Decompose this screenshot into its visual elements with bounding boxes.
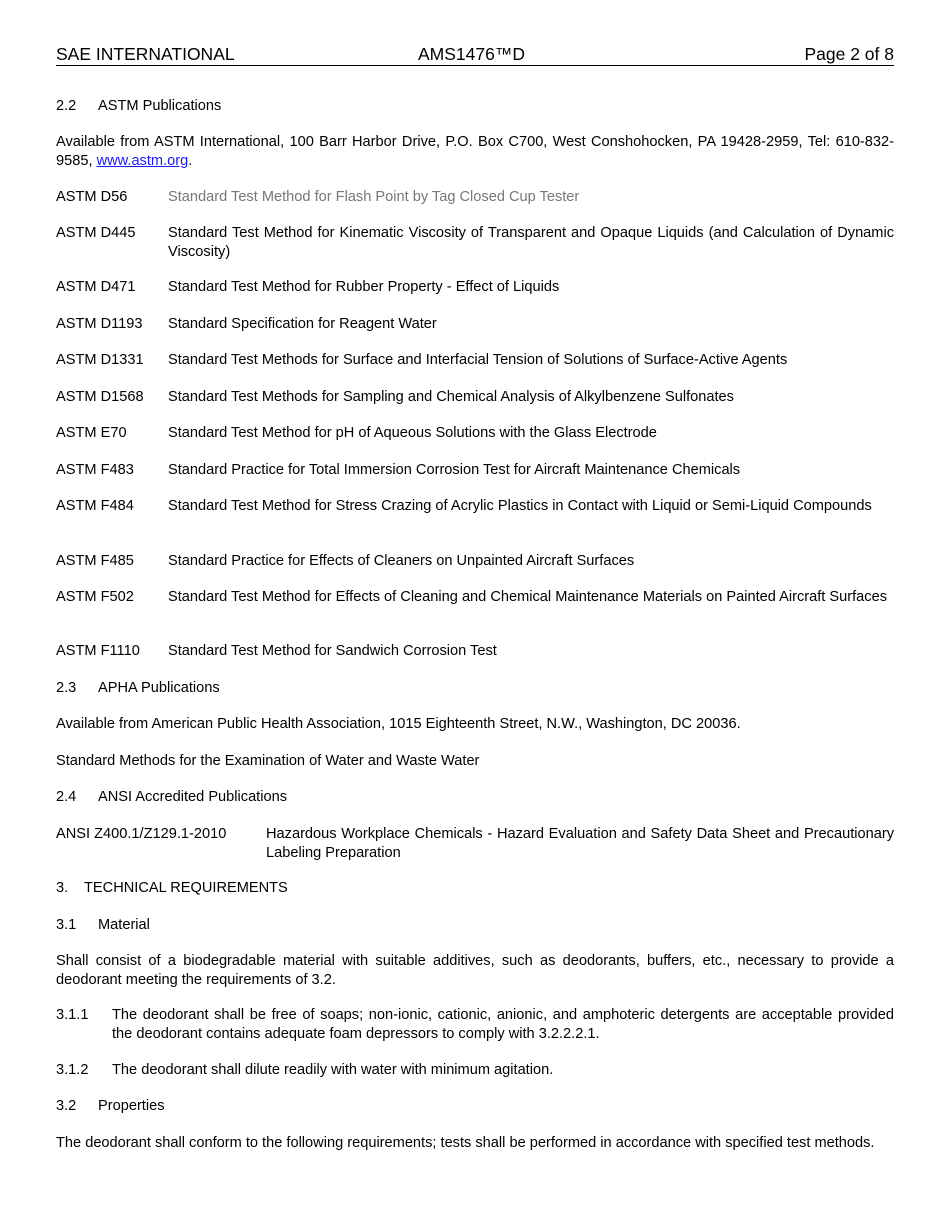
header-publisher: SAE INTERNATIONAL xyxy=(56,44,235,64)
reference-code: ASTM D471 xyxy=(56,279,136,295)
section-3-heading xyxy=(56,879,894,898)
reference-title: Standard Test Methods for Sampling and Chemical Analysis of Alkylbenzene Sulfonates xyxy=(168,389,734,405)
reference-title: Standard Specification for Reagent Water xyxy=(168,316,437,332)
astm-reference-item xyxy=(56,278,894,297)
reference-code: ASTM D445 xyxy=(56,225,136,241)
reference-title: Standard Test Method for pH of Aqueous Solutions with the Glass Electrode xyxy=(168,425,657,441)
section-2-4-heading xyxy=(56,788,894,807)
reference-title: Standard Test Method for Flash Point by Tag Closed Cup Tester xyxy=(168,189,580,205)
reference-title: Standard Test Method for Sandwich Corrosion Test xyxy=(168,643,497,659)
section-number: 2.3 xyxy=(56,680,77,696)
reference-code: ASTM F483 xyxy=(56,462,134,478)
section-3-1-1 xyxy=(56,1006,894,1043)
header-page-number: Page 2 of 8 xyxy=(804,44,894,64)
astm-website-link[interactable]: www.astm.org xyxy=(96,152,189,169)
reference-code: ASTM E70 xyxy=(56,425,127,441)
astm-reference-item xyxy=(56,588,894,607)
availability-text: Available from ASTM International, 100 Barr Harbor Drive, P.O. Box C700, West Conshohocken, PA 19428-2959, Tel: 610-832-9585, xyxy=(56,134,894,169)
section-title: APHA Publications xyxy=(98,680,220,696)
section-number: 3.2 xyxy=(56,1098,77,1114)
reference-title: Standard Practice for Effects of Cleaners on Unpainted Aircraft Surfaces xyxy=(168,553,635,569)
section-3-2-heading xyxy=(56,1097,894,1116)
reference-code: ASTM F484 xyxy=(56,498,134,514)
section-number: 3.1 xyxy=(56,917,77,933)
reference-title: Standard Test Method for Effects of Cleaning and Chemical Maintenance Materials on Painted Aircraft Surfaces xyxy=(168,589,887,605)
section-number: 3. xyxy=(56,880,69,896)
reference-title: Standard Practice for Total Immersion Corrosion Test for Aircraft Maintenance Chemicals xyxy=(168,462,741,478)
astm-reference-item xyxy=(56,461,894,480)
reference-title: Standard Test Method for Kinematic Viscosity of Transparent and Opaque Liquids (and Calculation of Dynamic Viscosity) xyxy=(168,225,894,260)
section-2-3-heading xyxy=(56,679,894,698)
astm-reference-item xyxy=(56,388,894,407)
astm-reference-item xyxy=(56,188,894,207)
section-title: ANSI Accredited Publications xyxy=(98,789,288,805)
reference-title: Hazardous Workplace Chemicals - Hazard Evaluation and Safety Data Sheet and Precautionary Labeling Preparation xyxy=(266,826,894,861)
section-3-1-body: Shall consist of a biodegradable material with suitable additives, such as deodorants, buffers, etc., necessary to provide a deodorant meeting the requirements of 3.2. xyxy=(56,953,894,988)
apha-availability-paragraph: Available from American Public Health Association, 1015 Eighteenth Street, N.W., Washington, DC 20036. xyxy=(56,716,741,732)
reference-code: ASTM F502 xyxy=(56,589,134,605)
section-2-2-heading xyxy=(56,97,894,116)
section-3-1-heading xyxy=(56,916,894,935)
section-title: Material xyxy=(98,917,150,933)
section-number: 2.4 xyxy=(56,789,77,805)
astm-reference-item xyxy=(56,552,894,571)
section-title: TECHNICAL REQUIREMENTS xyxy=(84,880,288,896)
section-number: 2.2 xyxy=(56,98,77,114)
astm-reference-item xyxy=(56,497,894,516)
ansi-reference xyxy=(56,825,894,862)
astm-reference-item xyxy=(56,315,894,334)
reference-title: Standard Test Methods for Surface and Interfacial Tension of Solutions of Surface-Active Agents xyxy=(168,352,788,368)
apha-reference-item: Standard Methods for the Examination of Water and Waste Water xyxy=(56,753,480,769)
reference-code: ASTM D1193 xyxy=(56,316,143,332)
reference-code: ASTM F1110 xyxy=(56,643,140,659)
astm-reference-item xyxy=(56,224,894,261)
reference-code: ASTM D1568 xyxy=(56,389,144,405)
section-number: 3.1.1 xyxy=(56,1007,89,1023)
reference-code: ANSI Z400.1/Z129.1-2010 xyxy=(56,826,227,842)
section-body: The deodorant shall dilute readily with water with minimum agitation. xyxy=(112,1062,554,1078)
page-header xyxy=(56,44,894,66)
section-title: ASTM Publications xyxy=(98,98,222,114)
section-body: The deodorant shall be free of soaps; non-ionic, cationic, anionic, and amphoteric detergents are acceptable provided the deodorant contains adequate foam depressors to comply with 3.2.2.2.1. xyxy=(112,1007,894,1042)
astm-reference-item xyxy=(56,424,894,443)
reference-code: ASTM F485 xyxy=(56,553,134,569)
reference-title: Standard Test Method for Rubber Property - Effect of Liquids xyxy=(168,279,560,295)
reference-code: ASTM D56 xyxy=(56,189,128,205)
section-3-1-2 xyxy=(56,1061,894,1080)
section-title: Properties xyxy=(98,1098,165,1114)
section-number: 3.1.2 xyxy=(56,1062,89,1078)
reference-code: ASTM D1331 xyxy=(56,352,144,368)
astm-availability-paragraph: Available from ASTM International, 100 Barr Harbor Drive, P.O. Box C700, West Conshohocken, PA 19428-2959, Tel: 610-832-9585, www.astm.org. xyxy=(56,134,894,169)
reference-title: Standard Test Method for Stress Crazing of Acrylic Plastics in Contact with Liquid or Semi-Liquid Compounds xyxy=(168,498,872,514)
astm-reference-item xyxy=(56,351,894,370)
header-document-id: AMS1476™D xyxy=(418,44,525,64)
astm-reference-item xyxy=(56,642,894,661)
section-3-2-body: The deodorant shall conform to the following requirements; tests shall be performed in accordance with specified test methods. xyxy=(56,1135,875,1151)
